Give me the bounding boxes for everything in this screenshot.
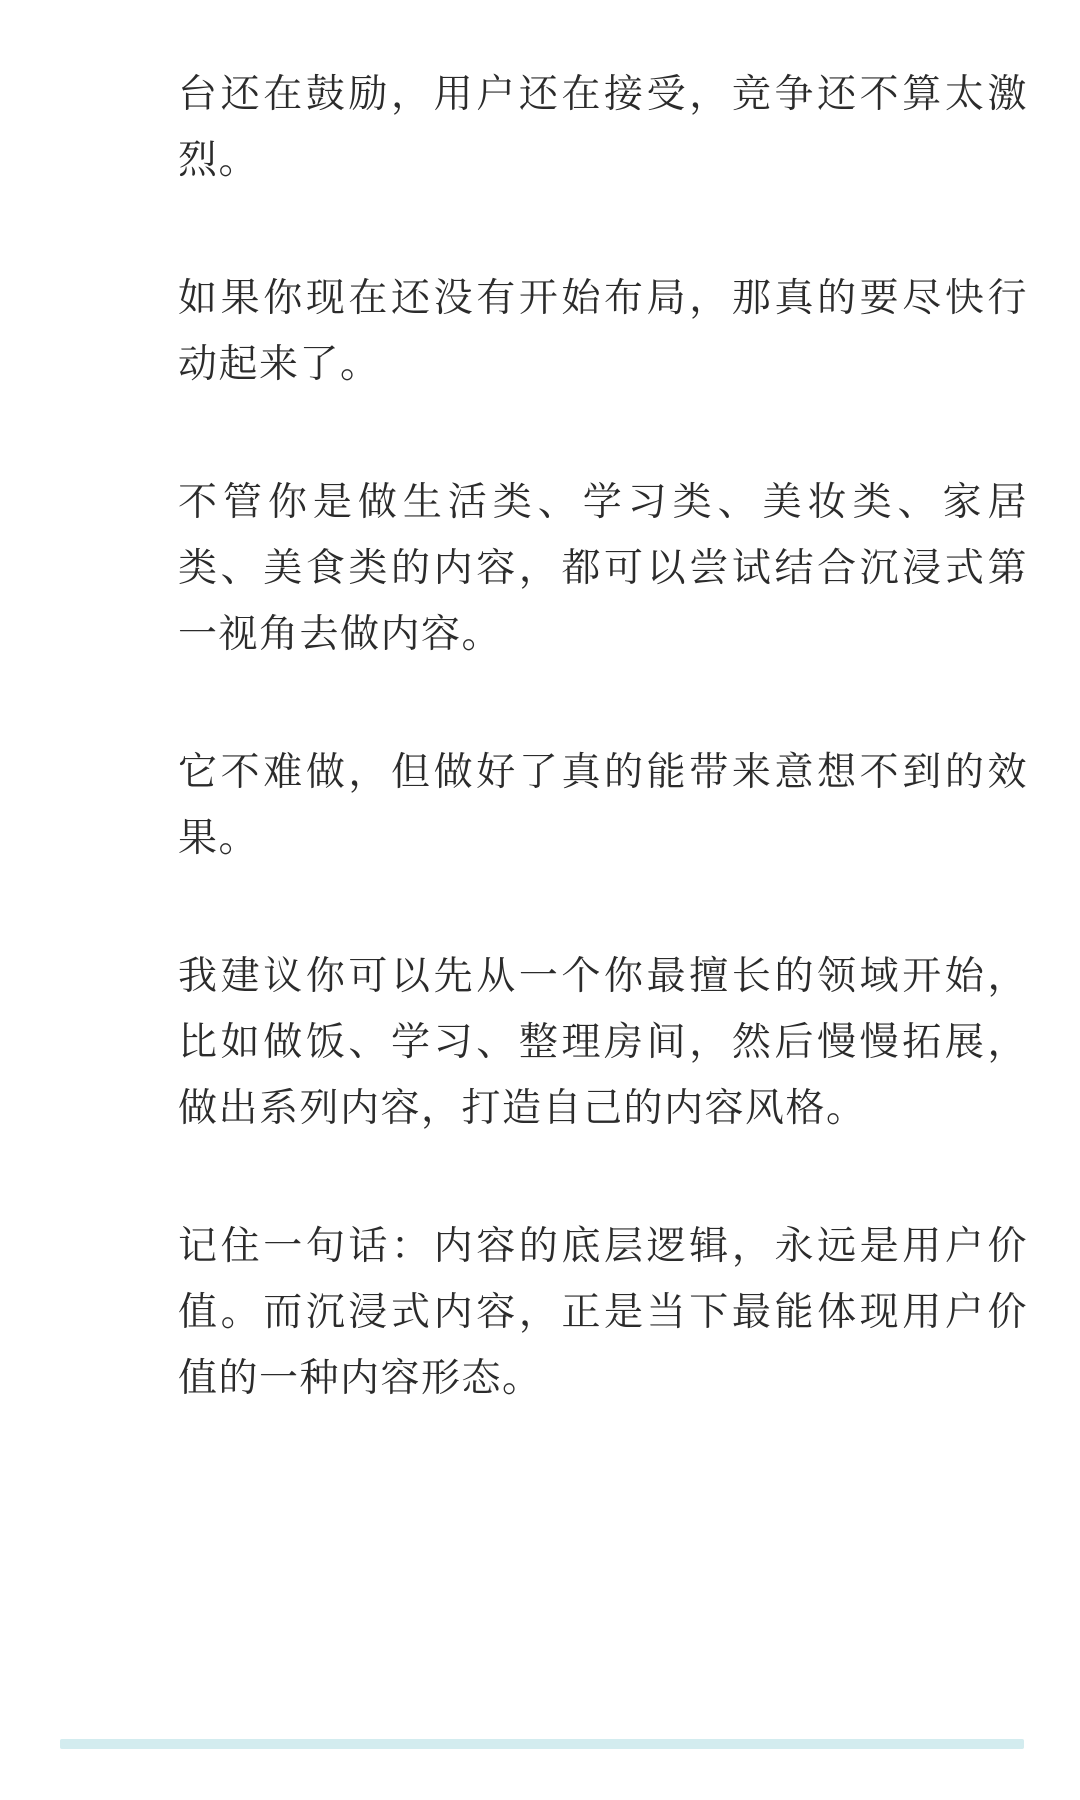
article-body [178, 62, 1028, 1484]
paragraph-3: 不管你是做生活类、学习类、美妆类、家居类、美食类的内容，都可以尝试结合沉浸式第一视角去做内容。 [178, 480, 1028, 657]
paragraph-2: 如果你现在还没有开始布局，那真的要尽快行动起来了。 [178, 276, 1028, 387]
paragraph-6: 记住一句话：内容的底层逻辑，永远是用户价值。而沉浸式内容，正是当下最能体现用户价值的一种内容形态。 [178, 1224, 1028, 1401]
paragraph-5: 我建议你可以先从一个你最擅长的领域开始，比如做饭、学习、整理房间，然后慢慢拓展，做出系列内容，打造自己的内容风格。 [178, 954, 1028, 1131]
paragraph-4: 它不难做，但做好了真的能带来意想不到的效果。 [178, 750, 1028, 861]
footer-divider-bar [60, 1739, 1024, 1749]
paragraph-1: 台还在鼓励，用户还在接受，竞争还不算太激烈。 [178, 72, 1028, 183]
